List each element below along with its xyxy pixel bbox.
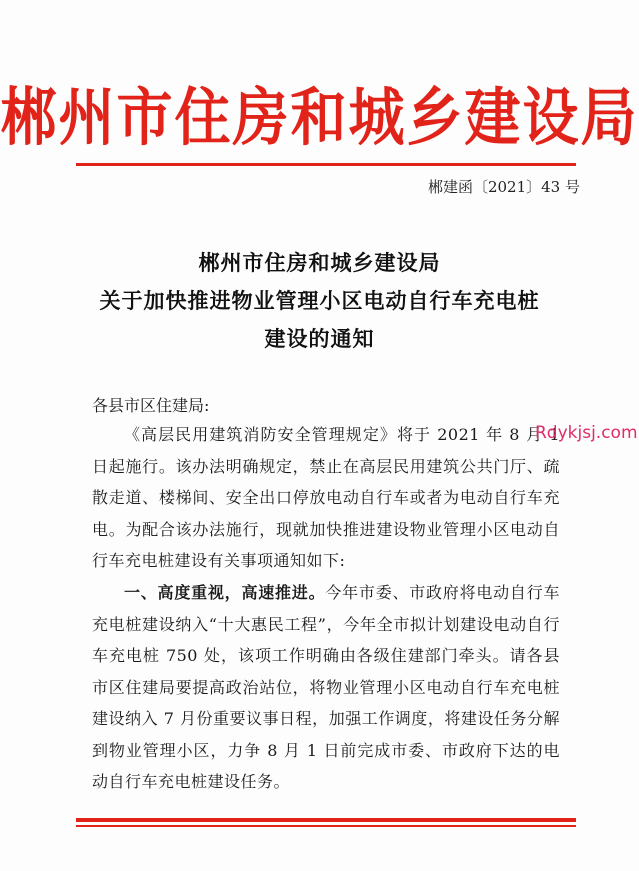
- body-paragraph-1: [92, 419, 560, 577]
- letterhead-title: 郴州市住房和城乡建设局: [0, 82, 639, 155]
- notice-title-line-3: 建设的通知: [264, 327, 375, 351]
- footer-rule-thick: [76, 818, 576, 822]
- letterhead-rule: [76, 163, 576, 166]
- footer-rule-thin: [76, 825, 576, 827]
- paragraph-1-text: 《高层民用建筑消防安全管理规定》将于 2021 年 8 月 1 日起施行。该办法明确规定，禁止在高层民用建筑公共门厅、疏散走道、楼梯间、安全出口停放电动自行车或者为电动自行车充电。为配合该办法施行，现就加快推进建设物业管理小区电动自行车充电桩建设有关事项通知如下:: [92, 425, 560, 570]
- paragraph-2-text: 今年市委、市政府将电动自行车充电桩建设纳入“十大惠民工程”，今年全市拟计划建设电动自行车充电桩 750 处，该项工作明确由各级住建部门牵头。请各县市区住建局要提高政治站位，将物业管理小区电动自行车充电桩建设纳入 7 月份重要议事日程，加强工作调度，将建设任务分解到物业管理小区，力争 8 月 1 日前完成市委、市政府下达的电动自行车充电桩建设任务。: [92, 583, 560, 791]
- document-number: 郴建函〔2021〕43 号: [427, 178, 580, 196]
- notice-title-line-2: 关于加快推进物业管理小区电动自行车充电桩: [99, 289, 540, 313]
- section-heading: 一、高度重视，高速推进。: [124, 583, 326, 602]
- notice-title-line-1: 郴州市住房和城乡建设局: [198, 251, 441, 275]
- body-paragraph-2: [92, 577, 560, 798]
- watermark: Rdykjsj.com: [535, 423, 638, 443]
- addressee: 各县市区住建局:: [92, 396, 210, 415]
